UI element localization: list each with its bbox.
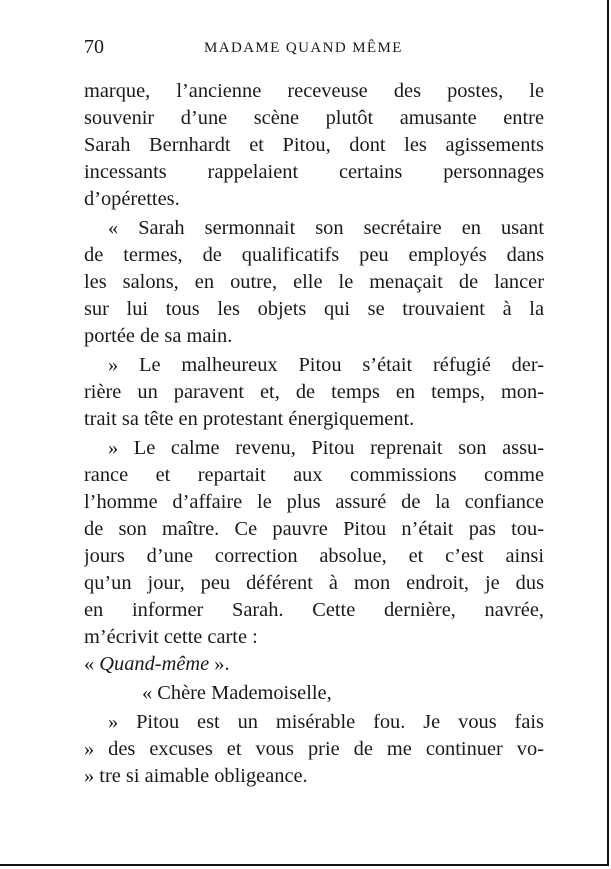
open-quote: « (84, 653, 100, 675)
text-line: sur lui tous les objets qui se trouvaient à la (84, 298, 544, 320)
text-line: souvenir d’une scène plutôt amusante entre (84, 107, 544, 129)
text-line: marque, l’ancienne receveuse des postes, le (84, 80, 544, 102)
page-number: 70 (84, 36, 104, 58)
running-title: MADAME QUAND MÊME (204, 40, 403, 56)
text-line: » des excuses et vous prie de me continuer vo- (84, 738, 544, 760)
text-line: rière un paravent et, de temps en temps, mon- (84, 381, 544, 403)
close-quote: ». (209, 653, 230, 675)
page-body (84, 78, 544, 790)
text-line: les salons, en outre, elle le menaçait de lancer (84, 271, 544, 293)
text-line: « Chère Mademoiselle, (142, 682, 332, 704)
text-line: qu’un jour, peu déférent à mon endroit, je dus (84, 572, 544, 594)
text-line: en informer Sarah. Cette dernière, navrée, (84, 599, 544, 621)
text-line: l’homme d’affaire le plus assuré de la confiance (84, 491, 544, 513)
italic-signature: Quand-même (99, 653, 210, 675)
text-line: « Sarah sermonnait son secrétaire en usant (108, 217, 544, 239)
text-line: de son maître. Ce pauvre Pitou n’était pas tou- (84, 518, 544, 540)
text-line: d’opérettes. (84, 188, 180, 210)
page-header (84, 36, 543, 60)
text-line: rance et repartait aux commissions comme (84, 464, 544, 486)
text-line: » Le malheureux Pitou s’était réfugié der- (108, 354, 544, 376)
text-line: portée de sa main. (84, 325, 233, 347)
text-line: » Pitou est un misérable fou. Je vous fais (108, 711, 544, 733)
text-line: jours d’une correction absolue, et c’est ainsi (84, 545, 544, 567)
text-line: » tre si aimable obligeance. (84, 765, 308, 787)
card-salutation-line (84, 651, 544, 678)
text-line: m’écrivit cette carte : (84, 626, 258, 648)
text-line: Sarah Bernhardt et Pitou, dont les agissements (84, 134, 544, 156)
text-line: de termes, de qualificatifs peu employés dans (84, 244, 544, 266)
text-line: trait sa tête en protestant énergiquement. (84, 408, 415, 430)
text-line: incessants rappelaient certains personnages (84, 161, 544, 183)
text-line: » Le calme revenu, Pitou reprenait son assu- (108, 437, 544, 459)
